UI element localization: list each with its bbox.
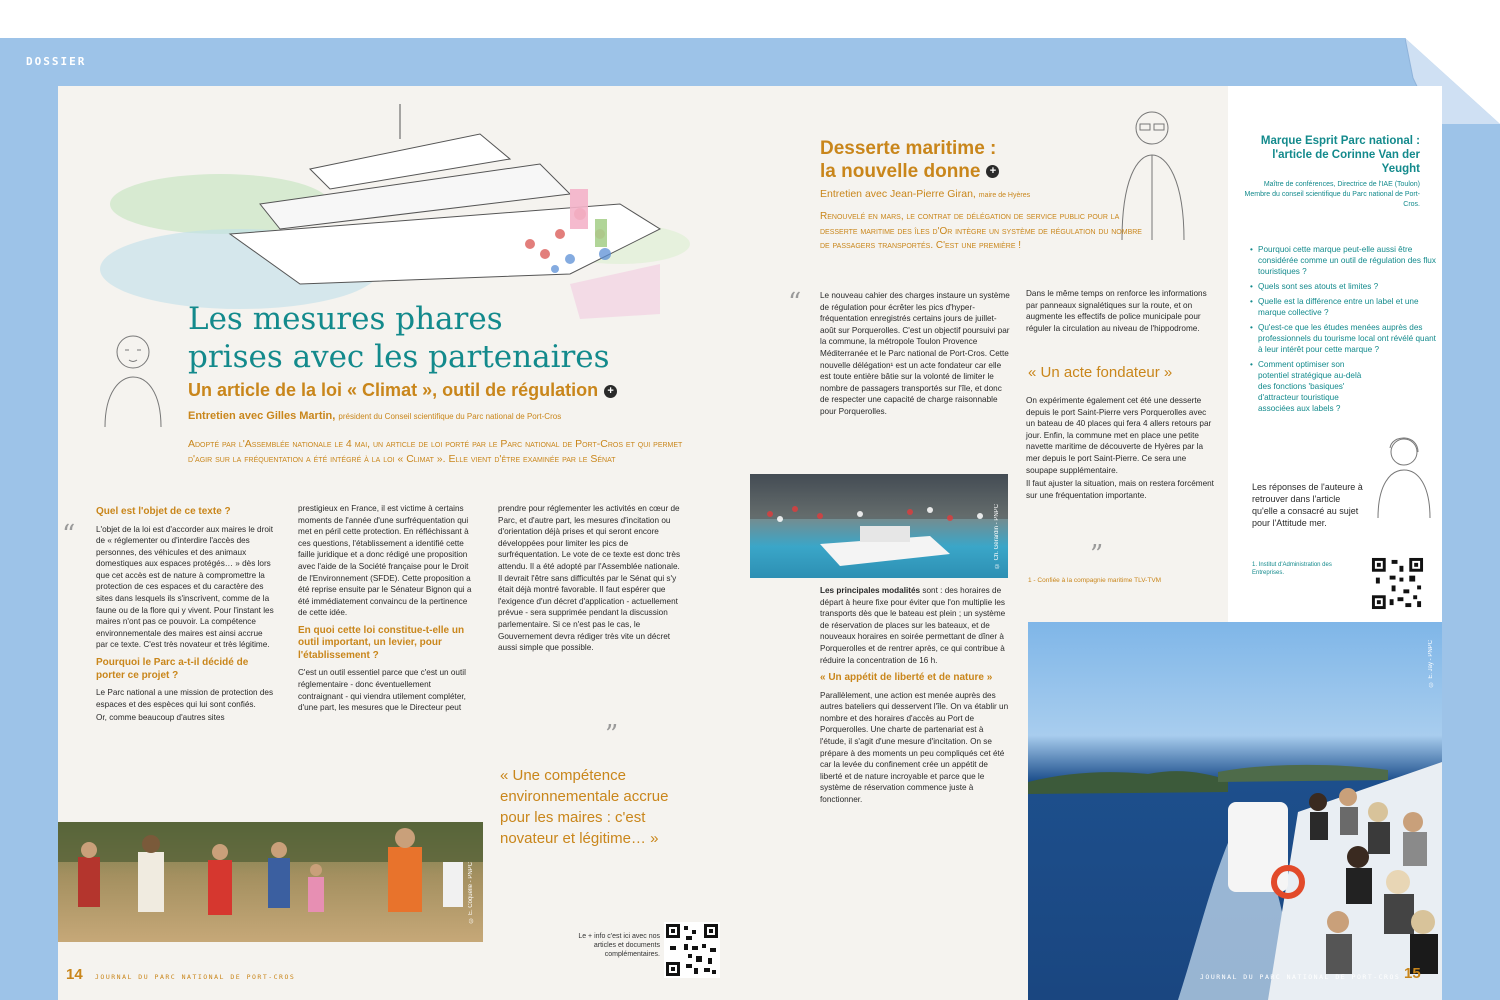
section-heading: « Un appétit de liberté et de nature » xyxy=(820,672,993,684)
ferry-deck-photo xyxy=(1028,622,1442,1000)
ferry-deck-photo-shapes xyxy=(1028,622,1442,1000)
page-number-right: 15 xyxy=(1404,965,1421,982)
body-text: sont : des horaires de départ à heure fixe pour éviter que l'on multiplie les transports dès que le bateau est plein ; un système de réservation de places sur les bateaux, et de nouveaux horaires en soirée permettant de dîner à Porquerolles et de rentrer après, ce qui contribue à réduire la concentration de 16 h. xyxy=(820,586,1006,665)
photo-credit: © E. Coquelle - PNPC xyxy=(468,862,474,923)
qr-caption: Le + info c'est ici avec nos articles et documents complémentaires. xyxy=(578,933,660,958)
body-paragraph: On expérimente également cet été une desserte depuis le port Saint-Pierre vers Porquerolles avec un bateau de 40 places qui fera 4 allers retours par jour. Enfin, la commune met en place une petite navette maritime de découverte de Hyères par la mer depuis le port Saint-Pierre. Ce sera une soupape supplémentaire. xyxy=(1026,396,1212,475)
body-paragraph: L'objet de la loi est d'accorder aux maires le droit de « réglementer ou d'interdire l'accès des personnes, des véhicules et des animaux domestiques aux espaces protégés… » dès lors que cet accès est de nature à compromettre la protection de ces espaces et du caractère des sites dans lesquels ils s'inscrivent, comme de la faune ou de la flore qui y vivent. Pour l'instant les maires n'ont pas ce pouvoir. La compétence environnementale des maires est ainsi accrue par ce texte. C'est très novateur et très légitime. xyxy=(96,524,274,650)
photo-credit: © E. Jay - PNPC xyxy=(1428,640,1434,687)
body-paragraph: Dans le même temps on renforce les informations par panneaux signalétiques sur la route, et on augmente les effectifs de police municipale pour réguler la circulation au niveau de l'hippodrome. xyxy=(1026,289,1207,333)
article-title-line2: prises avec les partenaires xyxy=(188,339,610,375)
body-paragraph: prestigieux en France, il est victime à certains moments de l'année d'une surfréquentation qui met en péril cette protection. En réfléchissant à ces questions, l'établissement a identifié cette faille juridique et a donc rédigé une proposition avec l'aide de la Société française pour le Droit de l'Environnement (SFDE). Cette proposition a été reprise ensuite par le Sénateur Bignon qui a été immédiatement convaincu de la pertinence de cette idée. xyxy=(298,504,472,618)
harbour-photo xyxy=(750,474,1008,578)
close-quote-glyph: ” xyxy=(1090,540,1104,570)
section-label: DOSSIER xyxy=(26,55,87,68)
photo-credit: © Ch. Gérardin - PNPC xyxy=(994,504,1000,569)
ferry-illustration xyxy=(100,94,700,324)
question-heading: Quel est l'objet de ce texte ? xyxy=(96,506,231,517)
body-paragraph xyxy=(820,585,1010,666)
list-item: • Quelle est la différence entre un label et une marque collective ? xyxy=(1250,296,1436,318)
left-column-2 xyxy=(298,503,476,716)
right-column-1-bottom xyxy=(820,585,1010,808)
byline-name: Entretien avec Gilles Martin, xyxy=(188,410,336,422)
plus-info-icon[interactable]: + xyxy=(986,165,999,178)
left-column-3 xyxy=(498,503,683,656)
running-title-right: JOURNAL DU PARC NATIONAL DE PORT-CROS xyxy=(1200,973,1401,981)
list-item: • Comment optimiser son potentiel stratégique au-delà des fonctions 'basiques' d'attracteur touristique associées aux labels ? xyxy=(1250,359,1374,414)
right-column-2-top xyxy=(1026,288,1214,336)
list-item: • Qu'est-ce que les études menées auprès des professionnels du tourisme local ont révélé quant à leur intérêt pour cette marque ? xyxy=(1250,322,1436,355)
body-lead-in: Les principales modalités xyxy=(820,586,921,595)
sidebar-footnote: 1. Institut d'Administration des Entreprises. xyxy=(1252,562,1332,576)
gilles-martin-portrait-sketch xyxy=(95,322,165,432)
footnote: 1 - Confiée à la compagnie maritime TLV-TVM xyxy=(1028,577,1162,584)
right-column-1-top xyxy=(820,290,1010,420)
interview-title-line2: la nouvelle donne xyxy=(820,161,981,182)
byline-name: Entretien avec Jean-Pierre Giran, xyxy=(820,188,976,200)
hikers-photo xyxy=(58,822,483,942)
open-quote-glyph: “ xyxy=(62,520,76,550)
body-paragraph: Il faut ajuster la situation, mais on restera forcément sur une fréquentation importante. xyxy=(1026,479,1214,500)
article-title xyxy=(188,300,708,376)
body-paragraph: Or, comme beaucoup d'autres sites xyxy=(96,713,225,723)
plus-info-icon[interactable]: + xyxy=(604,385,617,398)
qr-code-right[interactable] xyxy=(1370,556,1425,611)
body-paragraph: Parallèlement, une action est menée auprès des autres bateliers qui desservent l'île. On va établir un nombre et des horaires d'accès au Port de Porquerolles. Une charte de partenariat est à l'étude, il s'agit d'une mesure d'incitation. On se prépare à des moments un peu compliqués cet été car la levée du confinement crée un appétit de liberté et de nature incroyable et parce que le système de réservation commence juste à fonctionner. xyxy=(820,690,1009,804)
interview-title-line1: Desserte maritime : xyxy=(820,138,997,159)
right-column-2-bottom xyxy=(1026,395,1214,503)
question-heading: En quoi cette loi constitue-t-elle un outil important, un levier, pour l'établissement ? xyxy=(298,624,465,661)
question-heading: Pourquoi le Parc a-t-il décidé de porter ce projet ? xyxy=(96,657,249,681)
sidebar-title: Marque Esprit Parc national : l'article de Corinne Van der Yeught xyxy=(1260,135,1420,175)
body-paragraph: Le Parc national a une mission de protection des espaces et des espèces qui lui sont confiés. xyxy=(96,688,274,709)
left-column-1 xyxy=(96,500,276,726)
interview-title xyxy=(820,137,1060,183)
body-paragraph: C'est un outil essentiel parce que c'est un outil réglementaire - donc éventuellement contraignant - qui viendra utilement compléter, d'une part, les mesures que le Directeur peut xyxy=(298,668,466,713)
interview-lead: Renouvelé en mars, le contrat de délégation de service public pour la desserte maritime des îles d'Or intègre un système de régulation du nombre de passagers transportés. C'est une première ! xyxy=(820,211,1142,251)
sidebar-author-role: Maître de conférences, Directrice de l'IAE (Toulon) Membre du conseil scientifique du Parc national de Port-Cros. xyxy=(1244,181,1420,208)
body-paragraph: Le nouveau cahier des charges instaure un système de régulation pour écrêter les pics d'hyper-fréquentation enregistrés certains jours de juillet-août sur Porquerolles. C'est un objectif poursuivi par la commune, la métropole Toulon Provence Méditerranée et le Parc national de Port-Cros. Cette nouvelle délégation¹ est un acte fondateur car elle est toute entière bâtie sur la volonté de limiter le nombre de passagers transportés sur l'île, et donc de respecter une capacité de charge raisonnable pour Porquerolles. xyxy=(820,291,1010,416)
close-quote-glyph: ” xyxy=(605,720,619,750)
article-lead: Adopté par l'Assemblée nationale le 4 mai, un article de loi porté par le Parc national de Port-Cros et qui permet d'agir sur la fréquentation a été intégré à la loi « Climat ». Elle vient d'être examinée par le Sénat xyxy=(188,438,683,465)
subtitle-text: Un article de la loi « Climat », outil de régulation xyxy=(188,380,599,400)
qr-code-left[interactable] xyxy=(664,922,720,978)
page-number-left: 14 xyxy=(66,966,83,983)
sidebar-question-list xyxy=(1250,244,1436,418)
open-quote-glyph: “ xyxy=(788,288,802,318)
article-byline xyxy=(188,410,561,422)
harbour-photo-shapes xyxy=(750,474,1008,578)
article-subtitle xyxy=(188,380,617,401)
list-item: • Pourquoi cette marque peut-elle aussi être considérée comme un outil de régulation des flux touristiques ? xyxy=(1250,244,1436,277)
pull-quote: « Un acte fondateur » xyxy=(1028,364,1173,381)
byline-role: maire de Hyères xyxy=(978,192,1031,199)
byline-role: président du Conseil scientifique du Parc national de Port-Cros xyxy=(338,412,562,421)
body-paragraph: prendre pour réglementer les activités en cœur de Parc, et d'autre part, les mesures d'incitation ou d'orientation déjà prises et qui seront encore développées pour limiter les pics de surfréquentation. Le vote de ce texte est donc très attendu. Il a été adopté par l'Assemblée nationale. Il devrait l'être sans difficultés par le Sénat qui s'y était déjà montré favorable. Il faut espérer que l'exigence d'un décret d'application - actuellement prévue - sera supprimée pendant la discussion parlementaire. Si ce n'est pas le cas, le Gouvernement devra rédiger très vite un décret aussi simple que possible. xyxy=(498,504,681,653)
list-item: • Quels sont ses atouts et limites ? xyxy=(1250,281,1436,292)
running-title-left: JOURNAL DU PARC NATIONAL DE PORT-CROS xyxy=(95,973,296,981)
article-title-line1: Les mesures phares xyxy=(188,301,503,337)
sidebar-answer: Les réponses de l'auteure à retrouver dans l'article qu'elle a consacré au sujet pour l'Attitude mer. xyxy=(1252,482,1363,528)
pull-quote: « Une compétence environnementale accrue pour les maires : c'est novateur et légitime… » xyxy=(500,767,669,847)
interview-byline xyxy=(820,188,1030,200)
hikers-photo-shapes xyxy=(58,822,483,942)
corinne-portrait-sketch xyxy=(1372,430,1432,520)
